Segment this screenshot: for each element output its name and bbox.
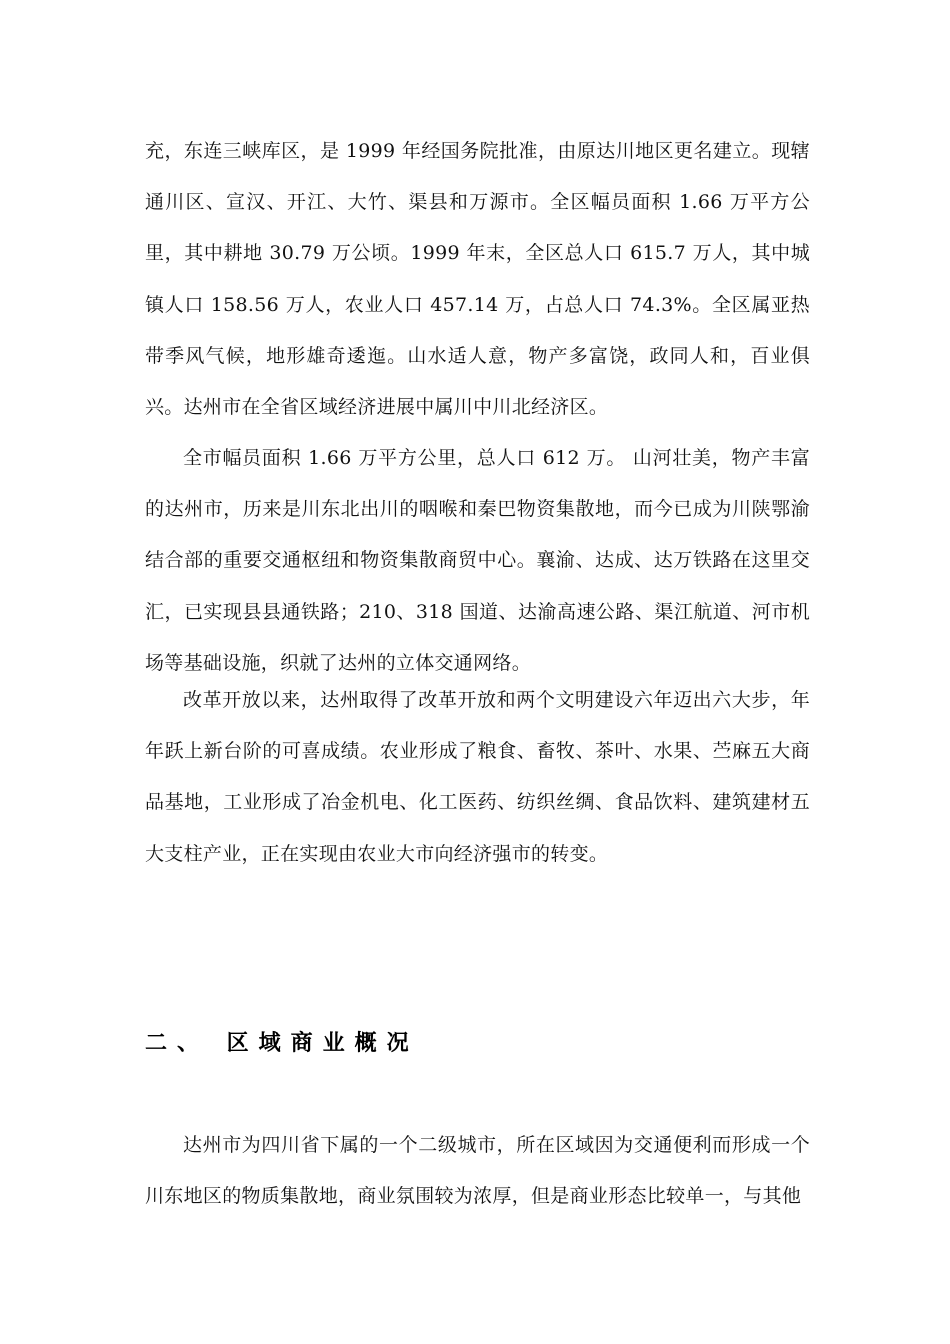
paragraph-commerce-overview: 达州市为四川省下属的一个二级城市，所在区域因为交通便利而形成一个川东地区的物质集散地，商业氛围较为浓厚，但是商业形态比较单一，与其他: [145, 1134, 810, 1208]
paragraph-reform-achievements: 改革开放以来，达州取得了改革开放和两个文明建设六年迈出六大步，年年跃上新台阶的可喜成绩。农业形成了粮食、畜牧、茶叶、水果、苎麻五大商品基地，工业形成了冶金机电、化工医药、纺织丝绸、食品饮料、建筑建材五大支柱产业，正在实现由农业大市向经济强市的转变。: [145, 689, 810, 865]
paragraph-area-transport: 全市幅员面积 1.66 万平方公里，总人口 612 万。 山河壮美，物产丰富的达州市，历来是川东北出川的咽喉和秦巴物资集散地，而今已成为川陕鄂渝结合部的重要交通枢纽和物资集散商贸中心。襄渝、达成、达万铁路在这里交汇，已实现县县通铁路；210、318 国道、达渝高速公路、渠江航道、河市机场等基础设施，织就了达州的立体交通网络。: [145, 447, 810, 674]
paragraph-region-overview: 充，东连三峡库区，是 1999 年经国务院批准，由原达川地区更名建立。现辖通川区、宣汉、开江、大竹、渠县和万源市。全区幅员面积 1.66 万平方公里，其中耕地 30.79 万公顷。1999 年末，全区总人口 615.7 万人，其中城镇人口 158.56 万人，农业人口 457.14 万，占总人口 74.3%。全区属亚热带季风气候，地形雄奇逶迤。山水适人意，物产多富饶，政同人和，百业俱兴。达州市在全省区域经济进展中属川中川北经济区。: [145, 140, 810, 419]
section-heading-regional-commerce: 二、 区域商业概况: [145, 1031, 419, 1056]
